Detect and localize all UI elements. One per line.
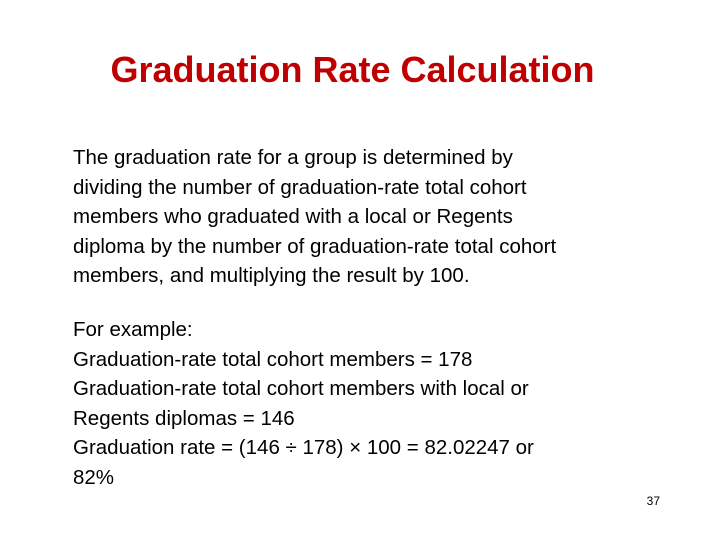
definition-line: members, and multiplying the result by 100. bbox=[73, 264, 470, 288]
example-formula-line: Graduation rate = (146 ÷ 178) × 100 = 82.02247 or bbox=[73, 436, 534, 460]
definition-line: members who graduated with a local or Regents bbox=[73, 205, 513, 229]
example-paragraph bbox=[73, 315, 673, 493]
definition-line: The graduation rate for a group is determined by bbox=[73, 146, 513, 169]
page-number: 37 bbox=[646, 494, 660, 508]
definition-paragraph bbox=[73, 143, 673, 291]
example-result-line: 82% bbox=[73, 465, 115, 489]
definition-line: diploma by the number of graduation-rate total cohort bbox=[73, 234, 557, 258]
definition-line: dividing the number of graduation-rate total cohort bbox=[73, 175, 527, 199]
example-line: Graduation-rate total cohort members with local or bbox=[73, 377, 529, 401]
example-line: Regents diplomas = 146 bbox=[73, 406, 295, 430]
slide-title: Graduation Rate Calculation bbox=[110, 49, 595, 90]
example-heading: For example: bbox=[73, 318, 193, 341]
example-line: Graduation-rate total cohort members = 178 bbox=[73, 347, 473, 371]
